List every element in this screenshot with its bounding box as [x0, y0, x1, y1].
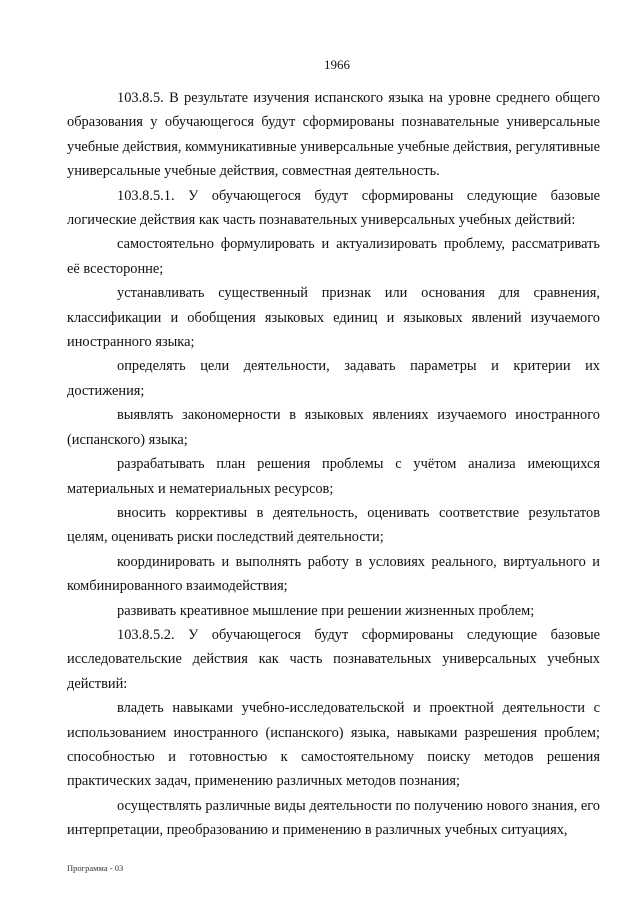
list-item: осуществлять различные виды деятельности по получению нового знания, его интерпретации, преобразованию и применению в различных учебных ситуациях,	[67, 797, 600, 839]
list-item: устанавливать существенный признак или основания для сравнения, классификации и обобщения языковых единиц и языковых явлений изучаемого иностранного языка;	[67, 285, 600, 351]
document-body	[67, 86, 600, 843]
paragraph-103-8-5-1: 103.8.5.1. У обучающегося будут сформированы следующие базовые логические действия как часть познавательных универсальных учебных действий:	[67, 187, 600, 229]
list-item: определять цели деятельности, задавать параметры и критерии их достижения;	[67, 358, 600, 399]
list-item: разрабатывать план решения проблемы с учётом анализа имеющихся материальных и нематериальных ресурсов;	[67, 456, 600, 497]
page-number: 1966	[324, 57, 350, 72]
list-item: выявлять закономерности в языковых явлениях изучаемого иностранного (испанского) языка;	[67, 407, 600, 448]
list-item: развивать креативное мышление при решении жизненных проблем;	[117, 602, 535, 619]
paragraph-103-8-5-2: 103.8.5.2. У обучающегося будут сформированы следующие базовые исследовательские действия как часть познавательных универсальных учебных действий:	[67, 626, 600, 692]
list-item: самостоятельно формулировать и актуализировать проблему, рассматривать её всесторонне;	[67, 236, 600, 277]
paragraph-103-8-5: 103.8.5. В результате изучения испанского языка на уровне среднего общего образования у обучающегося будут сформированы познавательные универсальные учебные действия, коммуникативные универсальные учебные действия, регулятивные универсальные учебные действия, совместная деятельность.	[67, 90, 600, 180]
page-footer: Программа - 03	[67, 863, 124, 873]
list-item: координировать и выполнять работу в условиях реального, виртуального и комбинированного взаимодействия;	[67, 553, 600, 595]
list-item: владеть навыками учебно-исследовательской и проектной деятельности с использованием иностранного (испанского) языка, навыками разрешения проблем; способностью и готовностью к самостоятельному поиску методов решения практических задач, применению различных методов познания;	[67, 700, 600, 790]
list-item: вносить коррективы в деятельность, оценивать соответствие результатов целям, оценивать риски последствий деятельности;	[67, 504, 600, 546]
